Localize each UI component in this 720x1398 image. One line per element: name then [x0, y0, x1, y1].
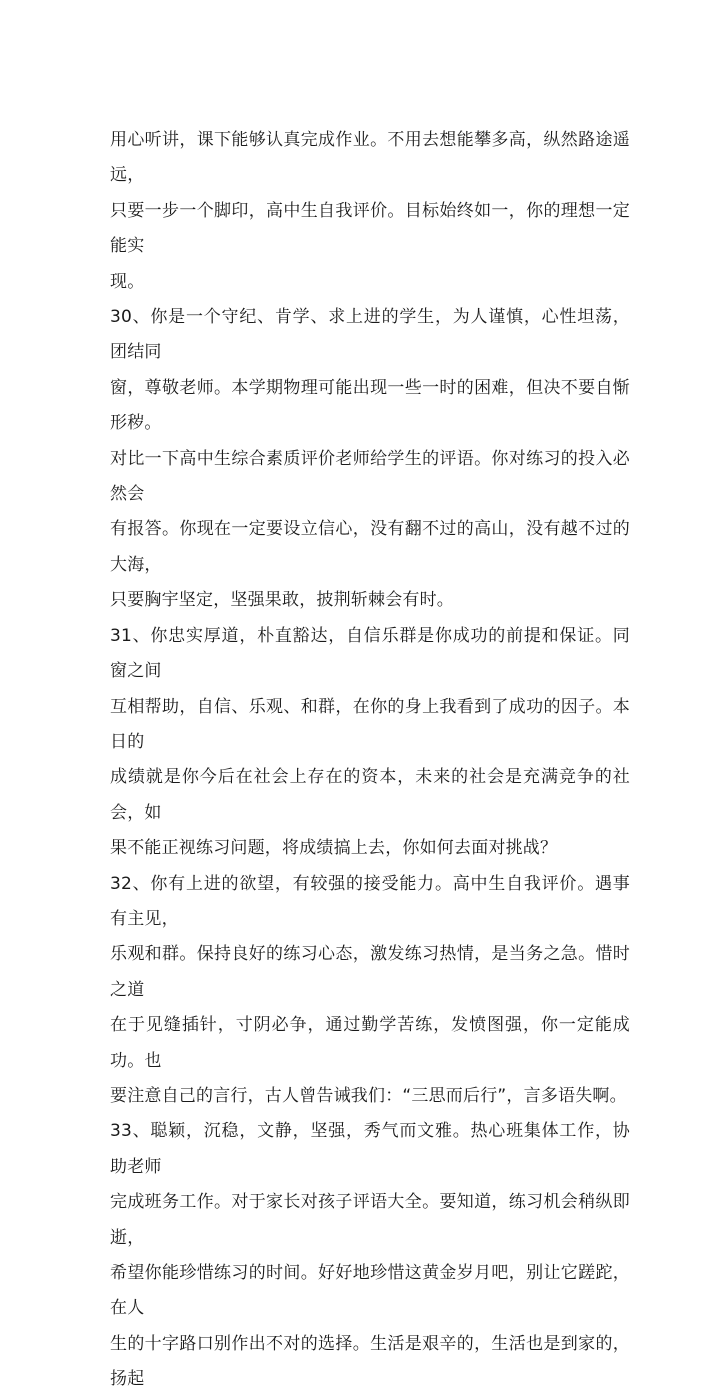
paragraph-31: 31、你忠实厚道，朴直豁达，自信乐群是你成功的前提和保证。同窗之间 互相帮助，自信、乐观、和群，在你的身上我看到了成功的因子。本日的 成绩就是你今后在社会上存在的资本，未来的社会是充满竞争的社会，如 果不能正视练习问题，将成绩搞上去，你如何去面对挑战？ — [110, 625, 630, 859]
paragraph-intro: 用心听讲，课下能够认真完成作业。不用去想能攀多高，纵然路途遥远， 只要一步一个脚印，高中生自我评价。目标始终如一，你的理想一定能实 现。 — [110, 130, 630, 292]
document-body — [110, 123, 630, 1398]
paragraph-32: 32、你有上进的欲望，有较强的接受能力。高中生自我评价。遇事有主见， 乐观和群。保持良好的练习心态，激发练习热情，是当务之急。惜时之道 在于见缝插针，寸阴必争，通过勤学苦练，发愤图强，你一定能成功。也 要注意自己的言行，古人曾告诫我们：“三思而后行”，言多语失啊。 — [110, 873, 630, 1106]
paragraph-30: 30、你是一个守纪、肯学、求上进的学生，为人谨慎，心性坦荡，团结同 窗，尊敬老师。本学期物理可能出现一些一时的困难，但决不要自惭形秽。 对比一下高中生综合素质评价老师给学生的评语。你对练习的投入必然会 有报答。你现在一定要设立信心，没有翻不过的高山，没有越不过的大海， 只要胸宇坚定，坚强果敢，披荆斩棘会有时。 — [110, 307, 630, 611]
paragraph-33: 33、聪颖，沉稳，文静，坚强，秀气而文雅。热心班集体工作，协助老师 完成班务工作。对于家长对孩子评语大全。要知道，练习机会稍纵即逝， 希望你能珍惜练习的时间。好好地珍惜这黄金岁月吧，别让它蹉跎，在人 生的十字路口别作出不对的选择。生活是艰辛的，生活也是到家的，扬起 — [110, 1121, 630, 1390]
